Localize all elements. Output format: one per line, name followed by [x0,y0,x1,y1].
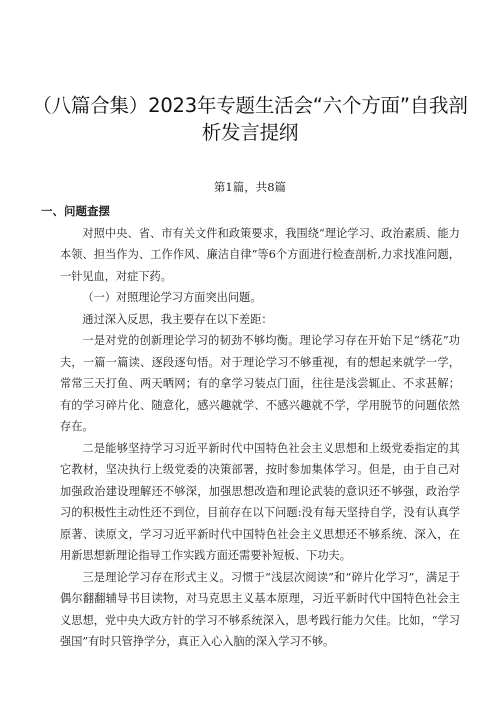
document-title-line-1: （八篇合集）2023年专题生活会“六个方面”自我剖 [32,94,468,117]
document-body [41,201,460,653]
page-count: 第1篇，共8篇 [213,180,287,194]
paragraph-subheading: （一）对照理论学习方面突出问题。 [82,291,262,304]
paragraph-reflection: 通过深入反思，我主要存在以下差距： [82,312,273,326]
paragraph-intro: 对照中央、省、市有关文件和政策要求，我围绕“理论学习、政治素质、能力本领、担当作为、工作作风、廉洁自律”等6个方面进行检查剖析,力求找准问题，一针见血，对症下药。 [60,226,460,283]
paragraph-point-3: 三是理论学习存在形式主义。习惯于“浅层次阅读”和“碎片化学习”，满足于偶尔翻翻辅导书目读物，对马克思主义基本原理，习近平新时代中国特色社会主义思想，党中央大政方针的学习不够系统深入，思考践行能力欠佳。比如，“学习强国”有时只管挣学分，真正入心入脑的深入学习不够。 [60,570,460,648]
paragraph-point-1: 一是对党的创新理论学习的韧劲不够均衡。理论学习存在开始下足“绣花”功夫，一篇一篇读、逐段逐句悟。对于理论学习不够重视，有的想起来就学一学，常常三天打鱼、两天晒网；有的拿学习装点门面，往往是浅尝辄止、不求甚解；有的学习碎片化、随意化，感兴趣就学、不感兴趣就不学，学用脱节的问题依然存在。 [60,334,460,433]
section-heading: 一、问题查摆 [41,204,110,218]
paragraph-point-2: 二是能够坚持学习习近平新时代中国特色社会主义思想和上级党委指定的其它教材，坚决执行上级党委的决策部署，按时参加集体学习。但是，由于自己对加强政治建设理解还不够深，加强思想改造和理论武装的意识还不够强，政治学习的积极性主动性还不到位，目前存在以下问题:没有每天坚持自学，没有认真学原著、读原文，学习习近平新时代中国特色社会主义思想还不够系统、深入，在用新思想新理论指导工作实践方面还需要补短板、下功夫。 [60,441,460,562]
document-title-line-2: 析发言提纲 [201,121,299,144]
